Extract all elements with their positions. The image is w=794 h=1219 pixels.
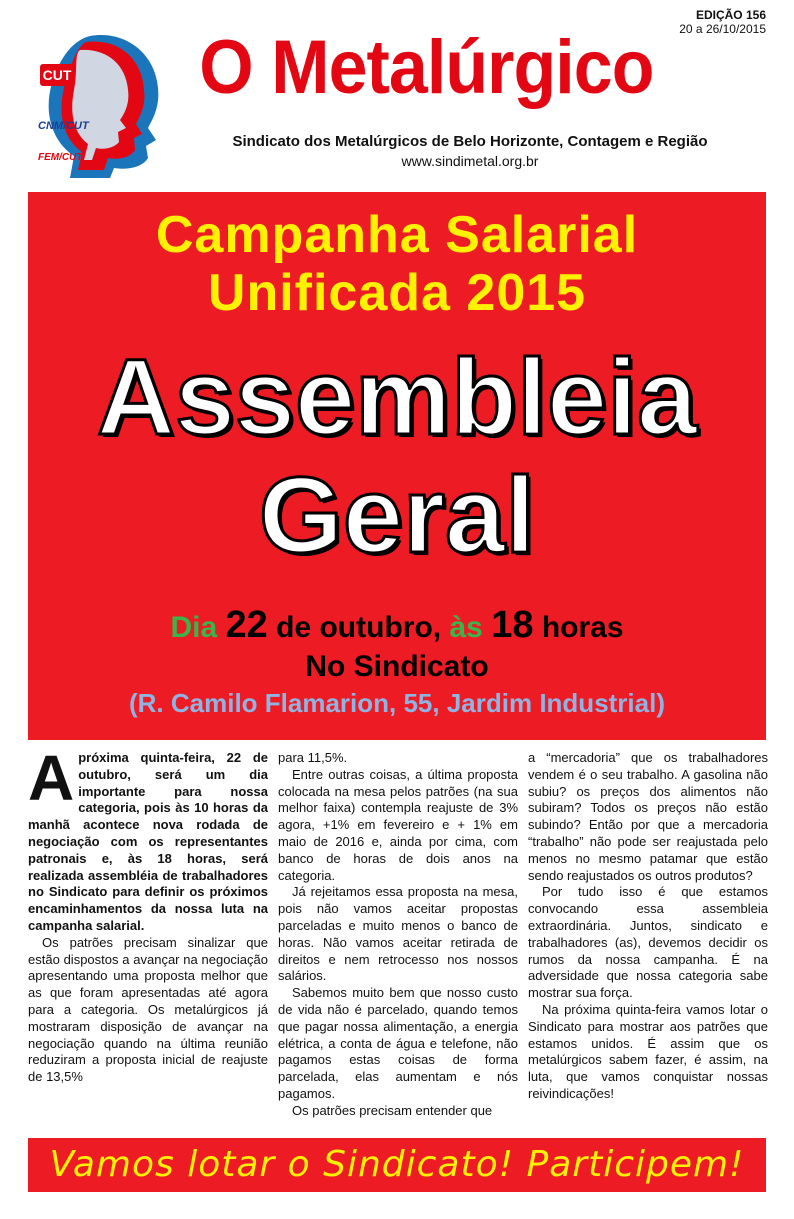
article-column-3: [528, 750, 768, 1132]
event-hours-word: horas: [541, 611, 624, 644]
article-paragraph: a “mercadoria” que os trabalhadores vendem é o seu trabalho. A gasolina não subiu? os preços dos alimentos não subiram? Todos os preços não estão subindo? Então por que a mercadoria “trabalho” não pode ser reajustada pelo menos no mesmo patamar que estão sendo reajustados os outros produtos?: [528, 750, 768, 883]
fem-cut-logo: FEM/CUT: [38, 152, 83, 163]
article-paragraph: para 11,5%.: [278, 750, 348, 765]
article-paragraph: Os patrões precisam sinalizar que estão dispostos a avançar na negociação apresentando uma proposta melhor que as que foram apresentadas até agora para a categoria. Os metalúrgicos já mostraram disposição de avançar na negociação quando na última reunião reduziram a proposta inicial de reajuste de 13,5%: [28, 934, 268, 1085]
edition-info: [679, 8, 766, 36]
assembly-announcement-panel: [28, 192, 766, 740]
campaign-headline-line1: Campanha Salarial: [155, 206, 639, 264]
article-paragraph: Sabemos muito bem que nosso custo de vida não é parcelado, quando temos que pagar nossa alimentação, a energia elétrica, a conta de água e telefone, não pagamos estas coisas de forma parcelada, elas aumentam e nós pagamos.: [278, 985, 518, 1101]
footer-slogan: Vamos lotar o Sindicato! Participem!: [49, 1144, 745, 1185]
article-body: [28, 750, 766, 1132]
article-column-1: [28, 750, 268, 1132]
cut-logo: CUT: [40, 64, 74, 86]
article-paragraph: Entre outras coisas, a última proposta colocada na mesa pelos patrões (na sua melhor faixa) contempla reajuste de 3% agora, +1% em fevereiro e + 1% em maio de 2016 e, ainda por cima, com banco de horas de dois anos na categoria.: [278, 766, 518, 883]
article-lead-paragraph: [28, 750, 268, 935]
footer-slogan-bar: [28, 1138, 766, 1192]
event-month: de outubro,: [276, 611, 442, 644]
edition-dates: 20 a 26/10/2015: [679, 22, 766, 36]
union-name: Sindicato dos Metalúrgicos de Belo Horizonte, Contagem e Região: [232, 133, 708, 150]
masthead: [0, 0, 794, 190]
article-lead-text: próxima quinta-feira, 22 de outubro, será um dia importante para nossa categoria, pois às 10 horas da manhã acontece nova rodada de negociação com os representantes patronais e, às 18 horas, será realizada assembléia de trabalhadores no Sindicato para definir os próximos encaminhamentos da nossa luta na campanha salarial.: [28, 750, 268, 933]
event-datetime: [28, 604, 766, 647]
newspaper-title: O Metalúrgico: [199, 25, 654, 110]
drop-cap: A: [28, 750, 75, 814]
event-dia-label: Dia: [170, 611, 218, 644]
assembly-title-line1: Assembleia: [96, 336, 698, 457]
event-address: (R. Camilo Flamarion, 55, Jardim Industrial): [128, 688, 665, 718]
assembly-title-line2: Geral: [258, 454, 536, 575]
event-day: 22: [225, 604, 268, 646]
article-paragraph: Os patrões precisam entender que: [292, 1102, 493, 1118]
event-location: No Sindicato: [305, 650, 489, 683]
event-as-label: às: [449, 611, 483, 644]
campaign-headline-line2: Unificada 2015: [207, 264, 587, 322]
article-column-2: [278, 750, 518, 1132]
union-logo-block: [30, 28, 165, 178]
edition-number: EDIÇÃO 156: [695, 8, 766, 22]
article-paragraph: Já rejeitamos essa proposta na mesa, pois não vamos aceitar propostas parceladas e muito menos o banco de horas. Não vamos aceitar retirada de direitos e nem retrocesso nos nossos salários.: [278, 884, 518, 984]
cnm-cut-logo: CNM/CUT: [38, 120, 89, 132]
article-paragraph: Por tudo isso é que estamos convocando essa assembleia extraordinária. Juntos, sindicato e trabalhadores (as), devemos decidir os rumos da nossa campanha. É na adversidade que nossa categoria sabe mostrar sua força.: [528, 884, 768, 1001]
campaign-headline: [28, 206, 766, 322]
article-paragraph: Na próxima quinta-feira vamos lotar o Sindicato para mostrar aos patrões que estamos unidos. É assim que os metalúrgicos sabem fazer, é assim, na luta, que vamos conquistar nossas reivindicações!: [528, 1001, 768, 1101]
website-link[interactable]: www.sindimetal.org.br: [401, 153, 539, 169]
event-hour: 18: [491, 604, 534, 646]
